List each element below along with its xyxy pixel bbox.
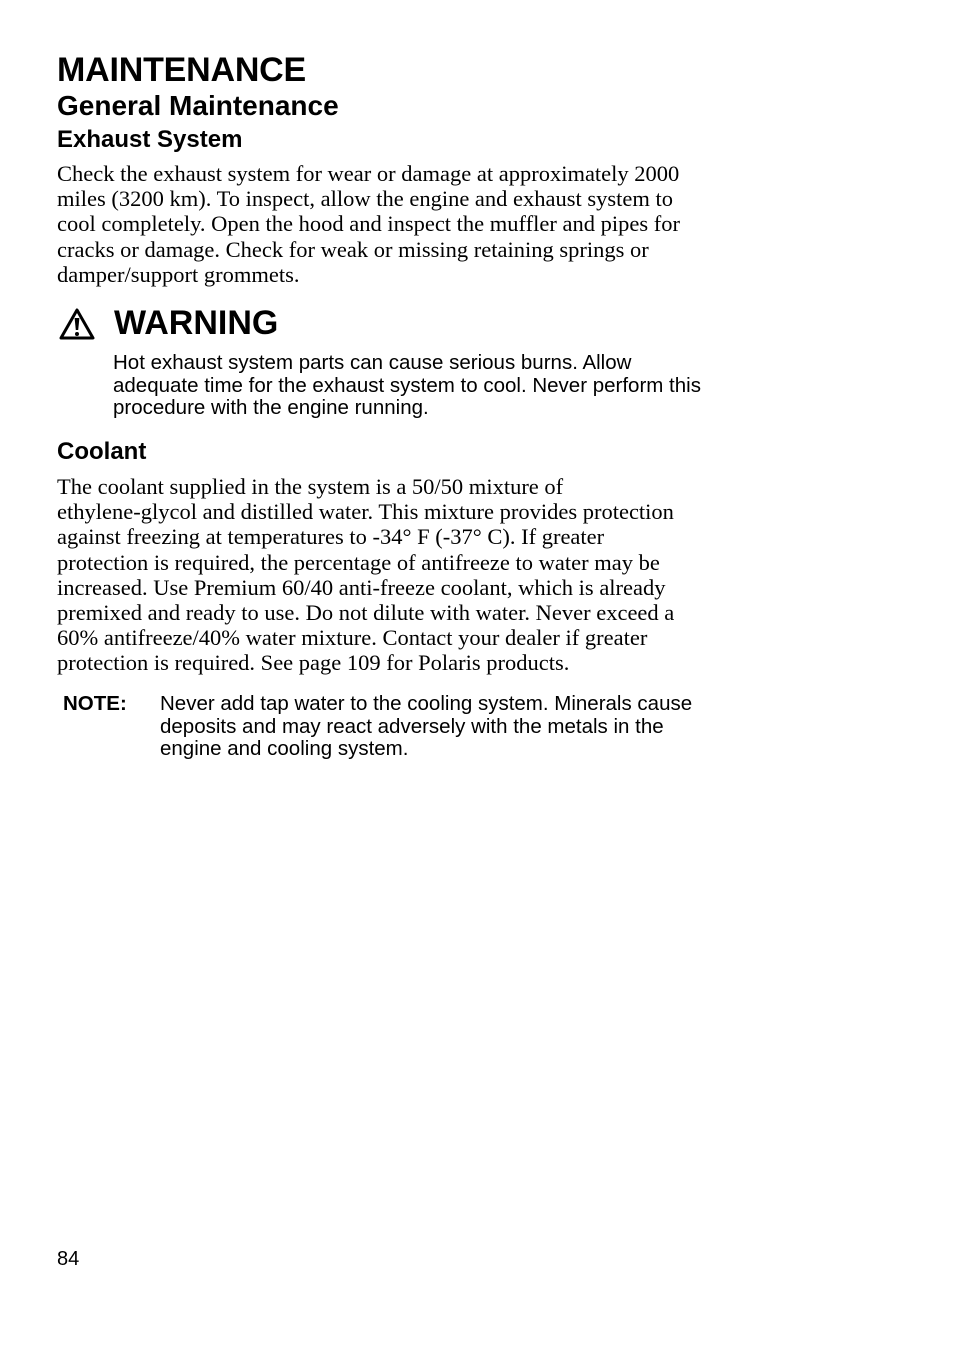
coolant-heading: Coolant — [57, 438, 147, 465]
coolant-paragraph — [57, 474, 787, 676]
warning-line: adequate time for the exhaust system to cool. Never perform this — [113, 373, 701, 397]
warning-text — [113, 352, 793, 420]
note-line: deposits and may react adversely with the metals in the — [160, 714, 664, 738]
section-title: MAINTENANCE — [57, 51, 307, 89]
warning-line: Hot exhaust system parts can cause serious burns. Allow — [113, 351, 632, 374]
paragraph-line: cool completely. Open the hood and inspect the muffler and pipes for — [57, 211, 680, 237]
paragraph-line: premixed and ready to use. Do not dilute with water. Never exceed a — [57, 600, 675, 626]
paragraph-line: 60% antifreeze/40% water mixture. Contact your dealer if greater — [57, 625, 648, 651]
paragraph-line: protection is required, the percentage of antifreeze to water may be — [57, 549, 660, 575]
paragraph-line: miles (3200 km). To inspect, allow the engine and exhaust system to — [57, 186, 674, 212]
paragraph-line: cracks or damage. Check for weak or missing retaining springs or — [57, 236, 649, 262]
paragraph-line: The coolant supplied in the system is a 50/50 mixture of — [57, 474, 564, 499]
page-number: 84 — [57, 1248, 80, 1270]
paragraph-line: against freezing at temperatures to -34° F (-37° C). If greater — [57, 524, 605, 550]
warning-line: procedure with the engine running. — [113, 396, 429, 419]
note-line: Never add tap water to the cooling system. Minerals cause — [160, 692, 693, 715]
exhaust-system-heading: Exhaust System — [57, 126, 243, 153]
paragraph-line: damper/support grommets. — [57, 261, 300, 287]
paragraph-line: protection is required. See page 109 for Polaris products. — [57, 650, 570, 676]
note-text — [160, 693, 780, 761]
paragraph-line: ethylene-glycol and distilled water. This mixture provides protection — [57, 499, 674, 525]
note-line: engine and cooling system. — [160, 737, 409, 760]
paragraph-line: Check the exhaust system for wear or damage at approximately 2000 — [57, 161, 680, 186]
paragraph-line: increased. Use Premium 60/40 anti-freeze coolant, which is already — [57, 574, 666, 600]
note-label: NOTE: — [63, 692, 127, 715]
subsection-title: General Maintenance — [57, 90, 339, 121]
exhaust-system-paragraph — [57, 161, 787, 287]
warning-title: WARNING — [114, 304, 279, 342]
warning-triangle-icon — [59, 308, 95, 340]
